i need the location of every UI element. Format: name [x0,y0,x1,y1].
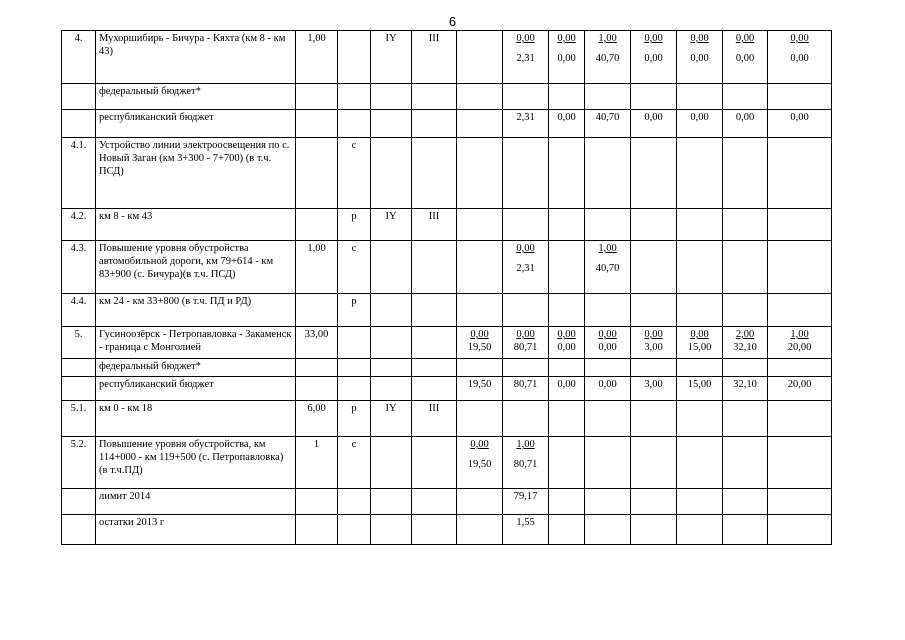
table-row [62,327,832,359]
value-cell: 0,00 0,00 [549,31,585,84]
value-cell: 0,00 2,31 [503,31,549,84]
value-cell: 0,00 19,50 [457,437,503,489]
work-type-cell [338,31,371,84]
work-type-cell: с [338,138,371,209]
row-number: 4.4. [62,294,96,327]
table-row [62,110,832,138]
remains-label: остатки 2013 г [96,515,296,545]
row-number: 5.2. [62,437,96,489]
class-cell: III [412,401,457,437]
value-cell: 2,00 32,10 [723,327,768,359]
value-cell: 1,00 20,00 [768,327,832,359]
value-cell: 0,00 0,00 [585,327,631,359]
budget-source: федеральный бюджет* [96,359,296,377]
value-cell: 1,00 40,70 [585,241,631,294]
table-row [62,437,832,489]
class-cell: III [412,31,457,84]
row-number: 4. [62,31,96,84]
category-cell: IY [371,31,412,84]
row-number: 4.2. [62,209,96,241]
work-type-cell: р [338,209,371,241]
budget-source: республиканский бюджет [96,110,296,138]
road-name: Мухоршибирь - Бичура - Кяхта (км 8 - км 43) [96,31,296,84]
work-type-cell: с [338,437,371,489]
value-cell: 0,00 0,00 [768,31,832,84]
budget-source: федеральный бюджет* [96,84,296,110]
value-cell: 0,00 2,31 [503,241,549,294]
value-cell: 0,00 [585,377,631,401]
value-cell: 1,00 80,71 [503,437,549,489]
value-cell: 1,00 40,70 [585,31,631,84]
road-name: Повышение уровня обустройства, км 114+000 - км 119+500 (с. Петропавловка) (в т.ч.ПД) [96,437,296,489]
class-cell: III [412,209,457,241]
table-row [62,515,832,545]
work-type-cell: р [338,294,371,327]
value-cell: 0,00 [631,110,677,138]
limit-label: лимит 2014 [96,489,296,515]
row-number: 4.1. [62,138,96,209]
value-cell [457,489,503,515]
budget-source: республиканский бюджет [96,377,296,401]
value-cell: 40,70 [585,110,631,138]
value-cell: 0,00 [549,377,585,401]
value-cell: 32,10 [723,377,768,401]
value-cell: 0,00 0,00 [677,31,723,84]
length-cell: 1,00 [296,241,338,294]
table-row [62,84,832,110]
value-cell [457,515,503,545]
value-cell: 3,00 [631,377,677,401]
table-row [62,377,832,401]
value-cell: 0,00 15,00 [677,327,723,359]
value-cell: 15,00 [677,377,723,401]
value-cell: 0,00 [768,110,832,138]
table-row [62,241,832,294]
value-cell: 0,00 [723,110,768,138]
value-cell: 0,00 0,00 [631,31,677,84]
value-cell: 19,50 [457,377,503,401]
row-number: 5. [62,327,96,359]
work-type-cell: р [338,401,371,437]
value-cell [457,31,503,84]
table-row [62,209,832,241]
row-number: 5.1. [62,401,96,437]
value-cell [457,241,503,294]
category-cell: IY [371,401,412,437]
value-cell: 0,00 [549,110,585,138]
value-cell: 79,17 [503,489,549,515]
value-cell: 0,00 0,00 [723,31,768,84]
value-cell [549,241,585,294]
length-cell: 1 [296,437,338,489]
value-cell: 2,31 [503,110,549,138]
road-name: км 24 - км 33+800 (в т.ч. ПД и РД) [96,294,296,327]
road-name: Устройство линии электроосвещения по с. Новый Заган (км 3+300 - 7+700) (в т.ч. ПСД) [96,138,296,209]
value-cell: 0,00 0,00 [549,327,585,359]
length-cell: 1,00 [296,31,338,84]
length-cell: 6,00 [296,401,338,437]
value-cell: 0,00 19,50 [457,327,503,359]
table-row [62,359,832,377]
value-cell: 20,00 [768,377,832,401]
table-row [62,138,832,209]
road-name: км 0 - км 18 [96,401,296,437]
value-cell: 1,55 [503,515,549,545]
road-name: км 8 - км 43 [96,209,296,241]
page-number: 6 [448,14,457,29]
road-name: Гусиноозёрск - Петропавловка - Закаменск - граница с Монголией [96,327,296,359]
table-row [62,294,832,327]
budget-table [61,30,832,545]
table-row [62,489,832,515]
row-number: 4.3. [62,241,96,294]
length-cell: 33,00 [296,327,338,359]
road-name: Повышение уровня обустройства автомобильной дороги, км 79+614 - км 83+900 (с. Бичура)(в т.ч. ПСД) [99,243,274,281]
table-row [62,31,832,84]
value-cell: 0,00 [677,110,723,138]
work-type-cell: с [338,241,371,294]
table-row [62,401,832,437]
value-cell: 0,00 3,00 [631,327,677,359]
value-cell: 80,71 [503,377,549,401]
category-cell: IY [371,209,412,241]
value-cell [457,110,503,138]
value-cell: 0,00 80,71 [503,327,549,359]
